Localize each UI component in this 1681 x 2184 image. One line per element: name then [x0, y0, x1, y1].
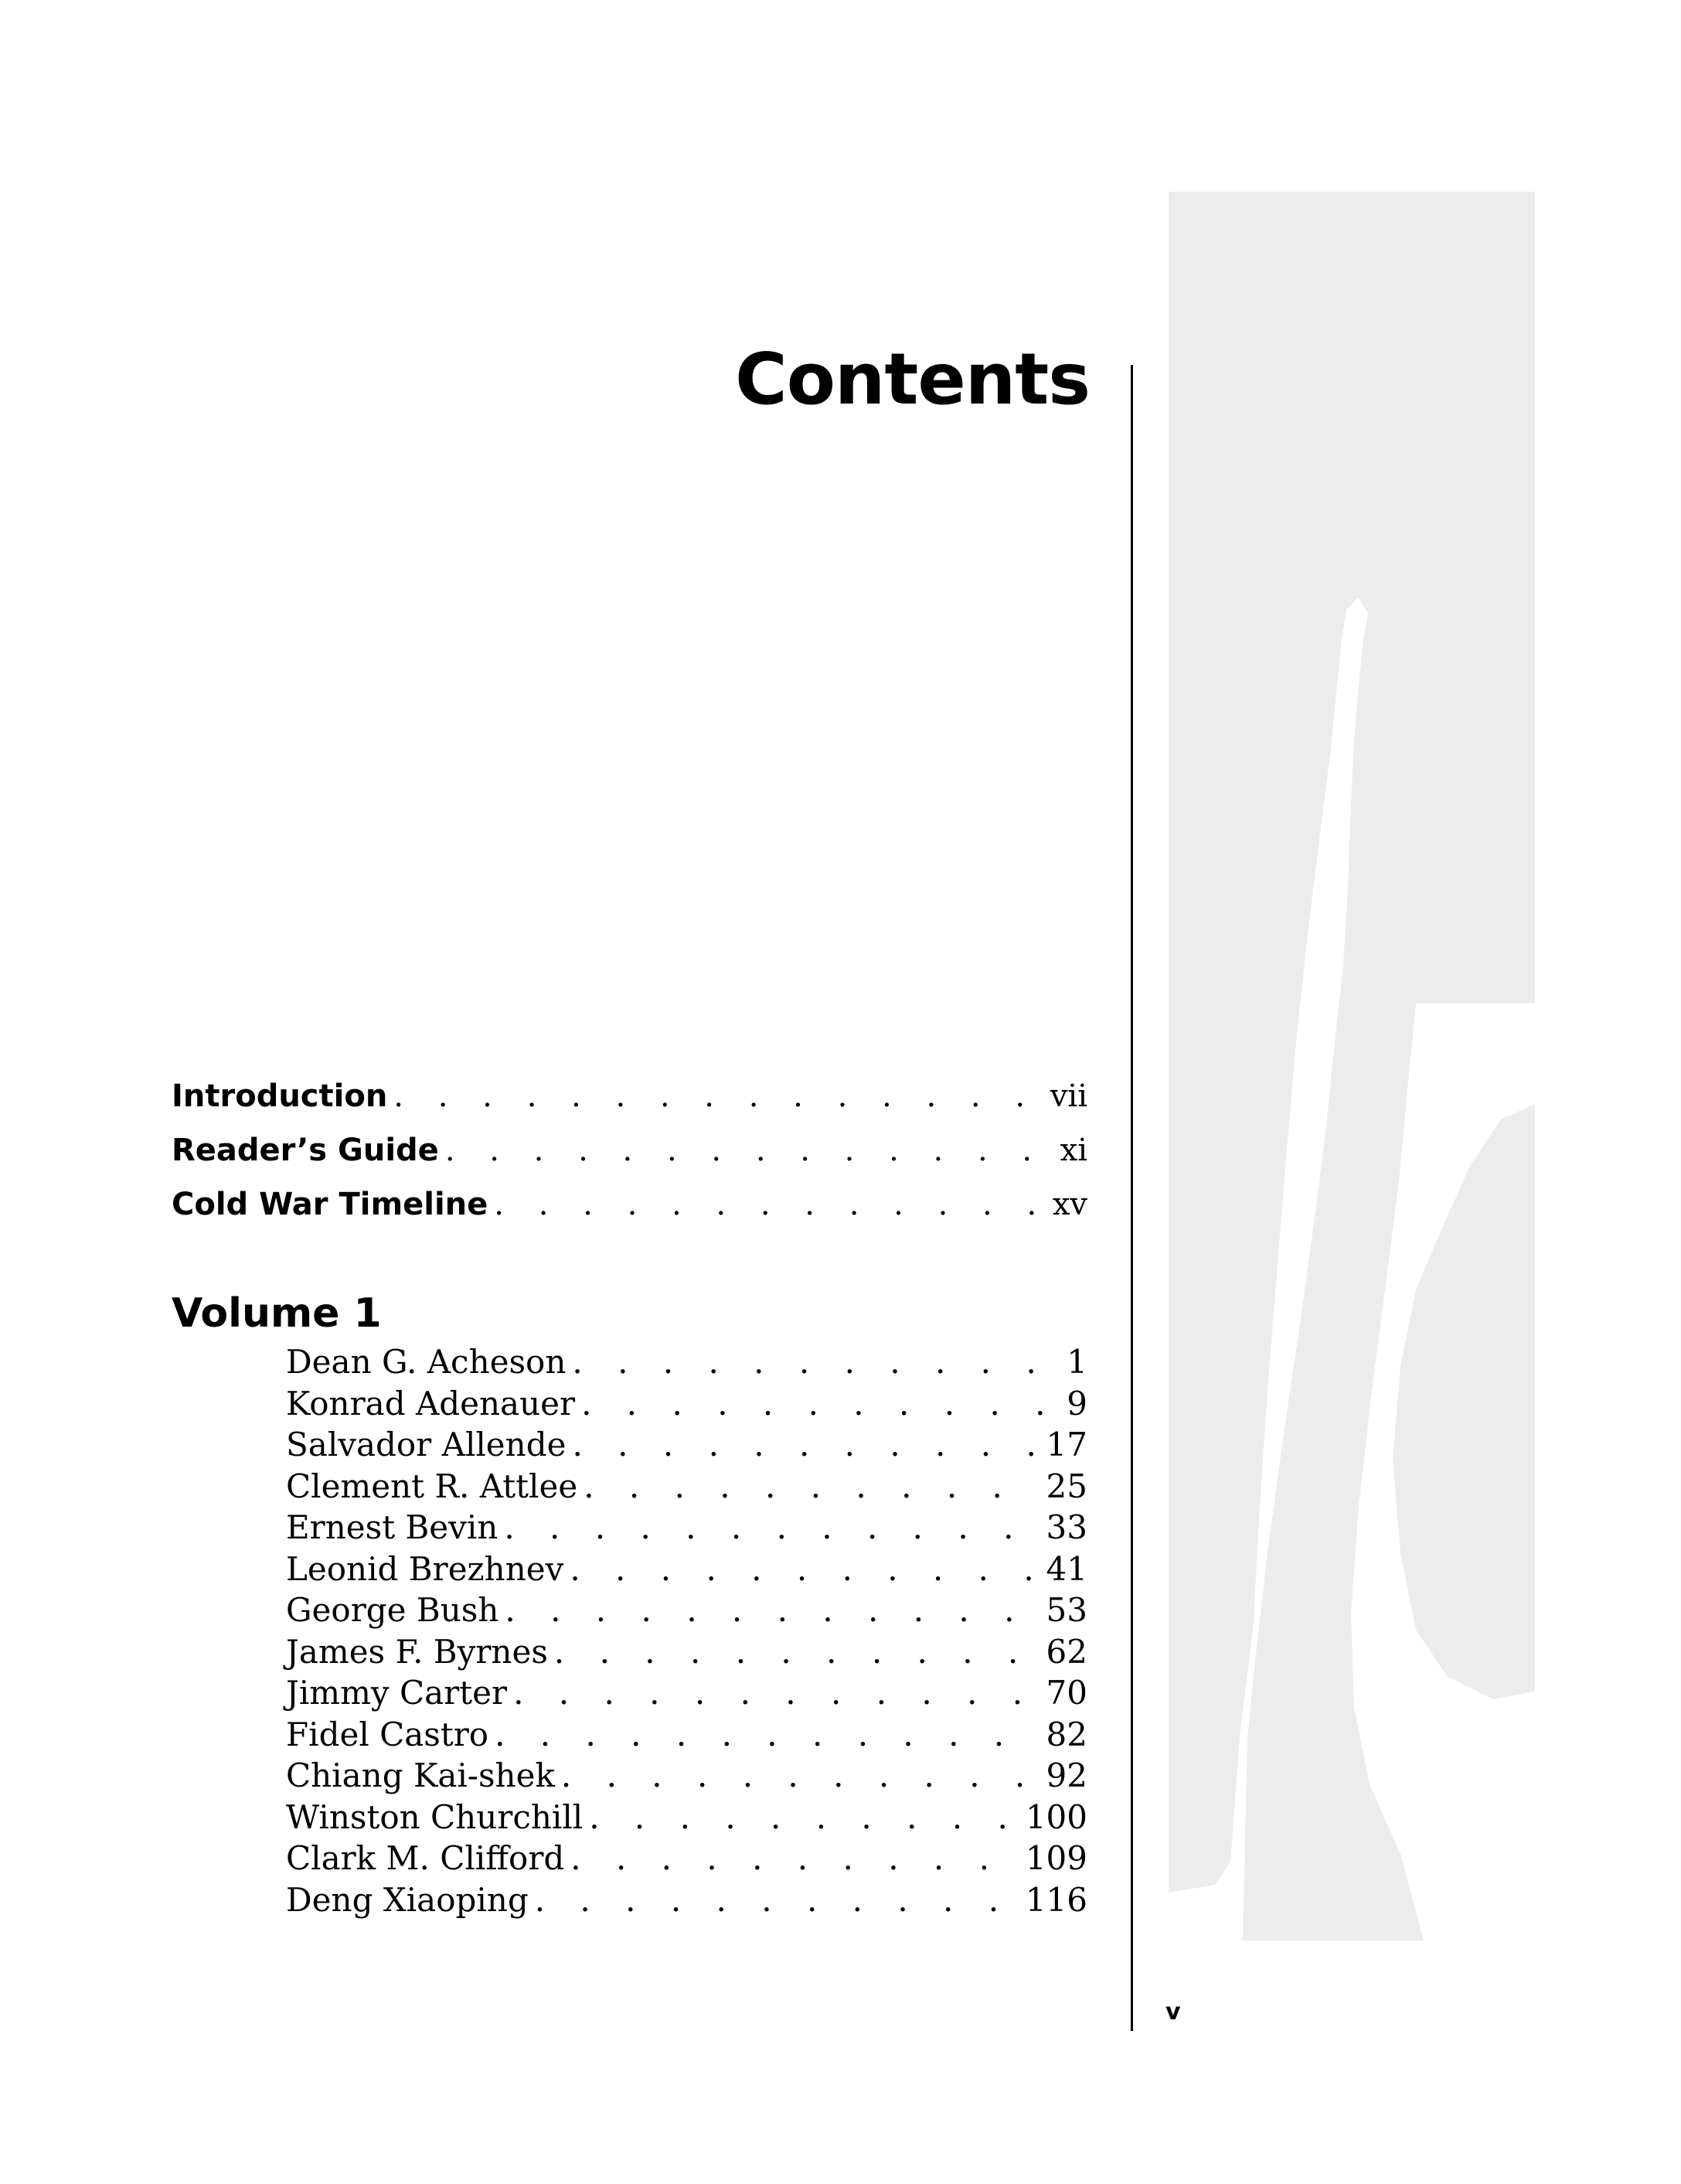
entry-name: James F. Byrnes	[286, 1632, 548, 1671]
toc-entry-page: xi	[1060, 1133, 1087, 1168]
entry-page: 116	[1025, 1880, 1087, 1919]
toc-entry[interactable]	[286, 1467, 1087, 1509]
toc-entry[interactable]	[286, 1633, 1087, 1675]
toc-entry[interactable]	[286, 1591, 1087, 1633]
toc-entry[interactable]	[286, 1674, 1087, 1716]
entry-page: 100	[1025, 1797, 1087, 1836]
entry-name: Ernest Bevin	[286, 1508, 499, 1546]
dot-leader	[393, 1078, 1044, 1114]
entry-page: 53	[1046, 1591, 1087, 1629]
volume-heading: Volume 1	[172, 1290, 382, 1337]
toc-entry-label: Introduction	[172, 1078, 388, 1114]
front-matter-list	[172, 1078, 1087, 1241]
dot-leader	[570, 1550, 1040, 1588]
entry-name: Clark M. Clifford	[286, 1839, 565, 1877]
entry-page: 17	[1046, 1426, 1087, 1463]
toc-entry[interactable]	[286, 1756, 1087, 1798]
toc-entry-readers-guide[interactable]	[172, 1133, 1087, 1187]
entry-page: 92	[1046, 1756, 1087, 1794]
dot-leader	[513, 1674, 1040, 1712]
entry-name: Winston Churchill	[286, 1797, 584, 1836]
entry-page: 41	[1046, 1549, 1087, 1588]
entry-name: Clement R. Attlee	[286, 1467, 578, 1505]
monument-silhouette-image	[1169, 192, 1535, 1940]
toc-entry[interactable]	[286, 1550, 1087, 1592]
entry-name: Fidel Castro	[286, 1715, 489, 1753]
dot-leader	[494, 1187, 1046, 1222]
toc-entry-page: vii	[1050, 1078, 1087, 1114]
toc-entry-page: xv	[1052, 1187, 1087, 1222]
entry-page: 33	[1046, 1508, 1087, 1546]
dot-leader	[584, 1467, 1040, 1505]
toc-entry[interactable]	[286, 1716, 1087, 1757]
toc-entry-label: Reader’s Guide	[172, 1133, 439, 1168]
entry-name: Jimmy Carter	[286, 1674, 508, 1712]
toc-entry[interactable]	[286, 1343, 1087, 1385]
dot-leader	[554, 1633, 1040, 1671]
entry-page: 82	[1046, 1715, 1087, 1753]
page-title: Contents	[735, 338, 1090, 421]
dot-leader	[572, 1343, 1060, 1381]
dot-leader	[581, 1385, 1060, 1422]
entry-name: Salvador Allende	[286, 1426, 567, 1463]
toc-entry[interactable]	[286, 1385, 1087, 1426]
toc-entry[interactable]	[286, 1426, 1087, 1467]
entry-name: George Bush	[286, 1591, 499, 1629]
dot-leader	[504, 1508, 1040, 1546]
entry-page: 1	[1067, 1343, 1087, 1381]
volume-entry-list	[286, 1343, 1087, 1922]
entry-page: 70	[1046, 1674, 1087, 1712]
page-number: v	[1165, 1998, 1181, 2026]
toc-entry[interactable]	[286, 1839, 1087, 1881]
entry-name: Konrad Adenauer	[286, 1384, 576, 1422]
entry-page: 9	[1067, 1384, 1087, 1422]
entry-name: Leonid Brezhnev	[286, 1549, 564, 1588]
entry-page: 109	[1025, 1839, 1087, 1877]
entry-name: Deng Xiaoping	[286, 1880, 529, 1919]
dot-leader	[505, 1591, 1040, 1629]
entry-name: Chiang Kai-shek	[286, 1756, 555, 1794]
toc-entry-cold-war-timeline[interactable]	[172, 1187, 1087, 1241]
entry-name: Dean G. Acheson	[286, 1343, 567, 1381]
toc-entry[interactable]	[286, 1508, 1087, 1550]
toc-entry-label: Cold War Timeline	[172, 1187, 488, 1222]
dot-leader	[445, 1133, 1054, 1168]
dot-leader	[570, 1839, 1019, 1877]
toc-entry[interactable]	[286, 1881, 1087, 1923]
toc-entry-introduction[interactable]	[172, 1078, 1087, 1133]
dot-leader	[589, 1798, 1019, 1836]
dot-leader	[495, 1716, 1040, 1753]
vertical-rule	[1131, 365, 1133, 2031]
entry-page: 62	[1046, 1632, 1087, 1671]
toc-entry[interactable]	[286, 1798, 1087, 1840]
dot-leader	[572, 1426, 1040, 1463]
entry-page: 25	[1046, 1467, 1087, 1505]
dot-leader	[561, 1756, 1040, 1794]
decorative-sidebar-panel	[1169, 192, 1535, 1940]
dot-leader	[535, 1881, 1019, 1919]
